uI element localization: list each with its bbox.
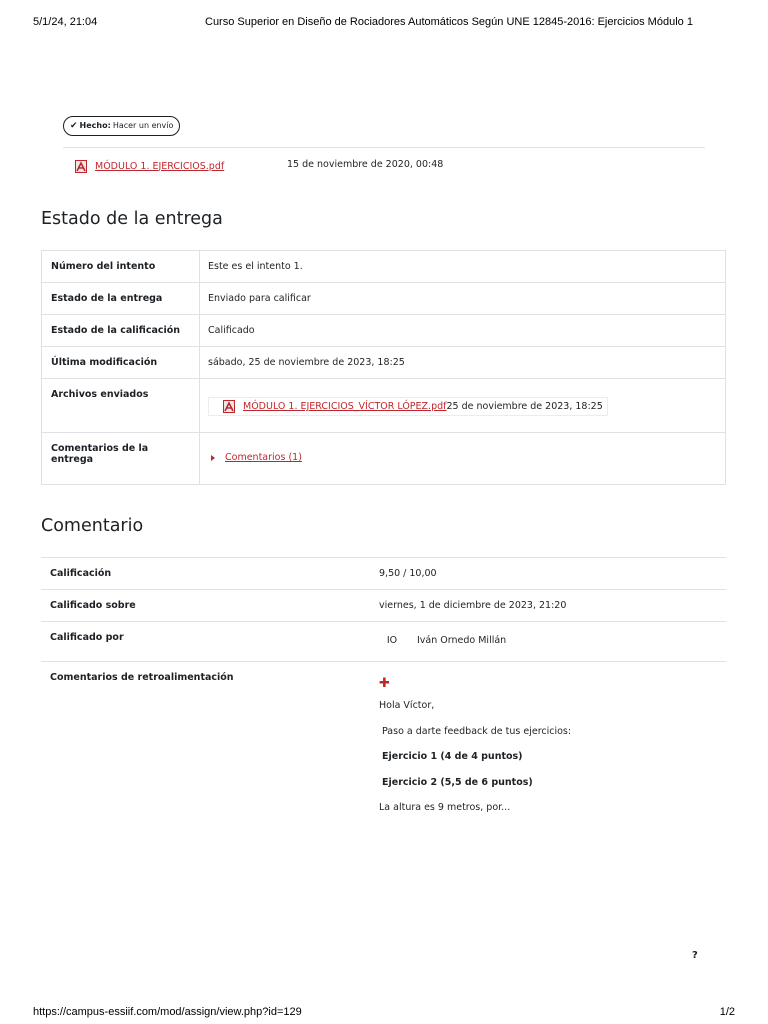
completion-badge (63, 116, 180, 136)
completion-text: Hacer un envío (112, 121, 174, 130)
divider (63, 147, 705, 148)
submitted-file (208, 397, 608, 416)
intro-attachment-link[interactable]: MÓDULO 1. EJERCICIOS.pdf (95, 160, 225, 172)
row-value: Enviado para calificar (200, 283, 726, 315)
row-label: Comentarios de la entrega (42, 433, 200, 485)
row-value (200, 433, 726, 485)
submission-status-heading: Estado de la entrega (41, 209, 223, 229)
row-label: Estado de la entrega (42, 283, 200, 315)
submission-status-table (41, 250, 726, 485)
row-label: Calificación (41, 558, 370, 590)
table-row (41, 590, 726, 622)
comments-toggle[interactable] (211, 452, 302, 463)
comment-line: Hola Víctor, (379, 700, 435, 711)
feedback-table (41, 557, 726, 838)
intro-attachment (75, 158, 444, 174)
table-row (42, 251, 726, 283)
grade-value: 9,50 / 10,00 (370, 558, 726, 590)
row-value (200, 379, 726, 433)
graded-by-value (370, 622, 726, 662)
row-label: Estado de la calificación (42, 315, 200, 347)
row-label: Última modificación (42, 347, 200, 379)
comment-line: Paso a darte feedback de tus ejercicios: (382, 725, 572, 737)
table-row (42, 283, 726, 315)
feedback-heading: Comentario (41, 516, 144, 536)
pdf-file-icon (75, 160, 87, 173)
table-row (42, 433, 726, 485)
page-number: 1/2 (719, 1006, 735, 1018)
comment-line: Ejercicio 2 (5,5 de 6 puntos) (382, 776, 533, 788)
completion-label: Hecho: (79, 121, 111, 130)
row-value: Calificado (200, 315, 726, 347)
graded-on-value: viernes, 1 de diciembre de 2023, 21:20 (370, 590, 726, 622)
feedback-comments (370, 662, 726, 838)
table-row (41, 622, 726, 662)
grader-name: Iván Ornedo Millán (417, 635, 507, 646)
comments-link[interactable]: Comentarios (1) (225, 452, 302, 463)
table-row (42, 379, 726, 433)
row-value: sábado, 25 de noviembre de 2023, 18:25 (200, 347, 726, 379)
table-row (42, 347, 726, 379)
row-label: Calificado sobre (41, 590, 370, 622)
row-label: Archivos enviados (42, 379, 200, 433)
submitted-file-date: 25 de noviembre de 2023, 18:25 (446, 401, 603, 412)
help-button[interactable]: ? (692, 950, 698, 961)
print-title: Curso Superior en Diseño de Rociadores Automáticos Según UNE 12845-2016: Ejercicios Módulo 1 (205, 16, 693, 28)
comment-line: La altura es 9 metros, por... (379, 802, 511, 813)
table-row (41, 662, 726, 838)
intro-attachment-date: 15 de noviembre de 2020, 00:48 (287, 159, 444, 170)
submitted-file-link[interactable]: MÓDULO 1. EJERCICIOS_VÍCTOR LÓPEZ.pdf (243, 401, 447, 412)
row-label: Número del intento (42, 251, 200, 283)
table-row (41, 558, 726, 590)
plus-icon[interactable]: ✚ (379, 676, 390, 691)
pdf-file-icon (223, 400, 235, 413)
print-url: https://campus-essiif.com/mod/assign/view.php?id=129 (33, 1006, 302, 1018)
table-row (42, 315, 726, 347)
row-value: Este es el intento 1. (200, 251, 726, 283)
caret-right-icon (211, 455, 215, 461)
row-label: Calificado por (41, 622, 370, 662)
row-label: Comentarios de retroalimentación (41, 662, 370, 838)
comment-line: Ejercicio 1 (4 de 4 puntos) (382, 751, 523, 762)
avatar: IO (386, 635, 398, 646)
print-datetime: 5/1/24, 21:04 (33, 16, 98, 28)
check-icon: ✔ (70, 121, 78, 131)
